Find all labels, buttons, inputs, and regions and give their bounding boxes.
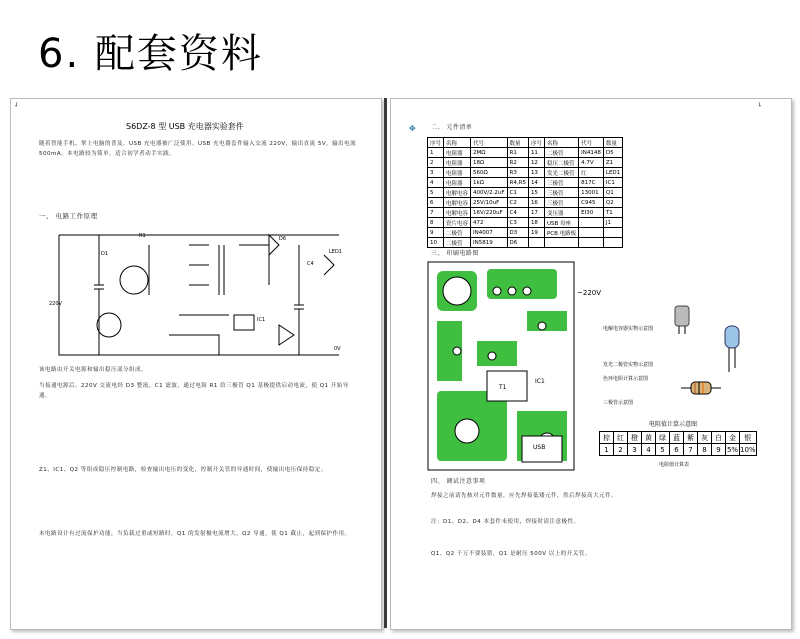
color-table-title: 电阻值计算示意图 bbox=[649, 421, 698, 428]
svg-text:D1: D1 bbox=[101, 251, 109, 257]
section-heading-notes: 四、 调试注意事项 bbox=[431, 478, 486, 485]
table-cell: 瓷片电容 bbox=[444, 218, 471, 228]
table-cell: 10 bbox=[428, 238, 444, 248]
table-cell: 11 bbox=[528, 148, 544, 158]
table-cell: 2 bbox=[428, 158, 444, 168]
resistor-illustration bbox=[681, 379, 721, 397]
table-cell bbox=[603, 238, 622, 248]
table-cell: 电解电容 bbox=[444, 208, 471, 218]
table-cell: 13001 bbox=[579, 188, 604, 198]
svg-text:0V: 0V bbox=[334, 346, 341, 352]
notes-paragraph-2: 注：D1、D2、D4 本套件未使用，焊接时请注意极性。 bbox=[431, 519, 580, 525]
svg-text:D6: D6 bbox=[279, 236, 287, 242]
pcb-layout-diagram bbox=[427, 261, 577, 473]
section-heading-parts: 二、 元件清单 bbox=[431, 124, 473, 131]
intro-paragraph: 随着智能手机、掌上电脑的普及，USB 充电器被广泛使用。USB 充电器套件输入交流 220V，输出直流 5V，输出电流 500mA。本电路较为简单，适合初学者动手实践。 bbox=[39, 141, 357, 157]
table-cell: 三极管 bbox=[544, 178, 578, 188]
table-cell: R4,R5 bbox=[507, 178, 528, 188]
table-cell: 17 bbox=[528, 208, 544, 218]
color-cell: 蓝 bbox=[670, 432, 684, 444]
color-cell: 棕 bbox=[600, 432, 614, 444]
table-cell: C1 bbox=[507, 188, 528, 198]
table-cell: 发光二极管 bbox=[544, 168, 578, 178]
table-cell: 9 bbox=[428, 228, 444, 238]
color-cell: 灰 bbox=[698, 432, 712, 444]
table-cell: D5 bbox=[603, 148, 622, 158]
table-cell: Z1 bbox=[603, 158, 622, 168]
color-cell: 4 bbox=[642, 444, 656, 456]
doc-title: S6DZ-8 型 USB 充电器实验套件 bbox=[126, 122, 244, 131]
table-cell: USB 母座 bbox=[544, 218, 578, 228]
table-cell: D6 bbox=[507, 238, 528, 248]
table-cell: 电阻器 bbox=[444, 148, 471, 158]
table-cell: 序号 bbox=[428, 138, 444, 148]
table-cell: Q1 bbox=[603, 188, 622, 198]
color-cell: 5 bbox=[656, 444, 670, 456]
table-row bbox=[428, 188, 623, 198]
page-divider bbox=[384, 98, 387, 628]
table-cell: 变压器 bbox=[544, 208, 578, 218]
table-cell: IN4007 bbox=[471, 228, 508, 238]
pcb-label-ic1: IC1 bbox=[535, 378, 545, 385]
table-cell bbox=[544, 238, 578, 248]
table-cell: IN4148 bbox=[579, 148, 604, 158]
table-cell bbox=[579, 238, 604, 248]
right-document-page: ✥ └ 二、 元件清单 序号 名称 代号 数量 序号 名称 代号 数量 1 电阻器 2MΩ R1 11 二极管 IN4148 D5 2 电阻器 18Ω R2 12 稳压二极管 4.7V Z1 3 电阻器 560Ω R3 13 发光二极管 红 LED1 4 电阻器 1kΩ R4,R5 14 三极管 817C IC1 5 电解电容 400V/2.2uF C1 15 三极管 13001 Q1 6 电解电容 25V/10uF C2 16 三极管 C945 Q2 7 电解电容 16V/220uF C4 17 变压器 EI30 T1 8 瓷片电容 472 C3 18 USB 母座 J1 9 二极管 IN4007 D3 19 PCB 电路板 10 二极管 IN5819 D6 三、 印刷电路图 T1 USB IC1 ~220V 电解电容器实物示意图 发光二极管实物示意图 色环电阻计算示意图 三极管示意图 电阻值计算示意图 棕 红 橙 黄 绿 蓝 紫 灰 白 金 银 1 2 3 4 5 6 7 8 9 5% 10% 电阻值计算表 四、 调试注意事项 焊接之前请先核对元件数量，应先焊接低矮元件，然后焊接高大元件。 注：D1、D2、D4 本套件未使用，焊接时请注意极性。 Q1、Q2 千万不要装错，Q1 是耐压 500V 以上的开关管。 bbox=[390, 98, 792, 630]
table-cell: C3 bbox=[507, 218, 528, 228]
table-cell: 472 bbox=[471, 218, 508, 228]
table-row bbox=[428, 168, 623, 178]
notes-paragraph-3: Q1、Q2 千万不要装错，Q1 是耐压 500V 以上的开关管。 bbox=[431, 551, 591, 557]
table-cell: 817C bbox=[579, 178, 604, 188]
notes-paragraph-1: 焊接之前请先核对元件数量，应先焊接低矮元件，然后焊接高大元件。 bbox=[431, 493, 618, 499]
led-caption: 发光二极管实物示意图 bbox=[603, 362, 654, 368]
table-cell: 名称 bbox=[544, 138, 578, 148]
color-cell: 绿 bbox=[656, 432, 670, 444]
table-cell: 电解电容 bbox=[444, 198, 471, 208]
table-cell: 二极管 bbox=[444, 228, 471, 238]
page-heading: 6. 配套资料 bbox=[38, 31, 263, 77]
table-cell bbox=[579, 218, 604, 228]
color-cell: 9 bbox=[712, 444, 726, 456]
table-cell: 8 bbox=[428, 218, 444, 228]
color-cell: 8 bbox=[698, 444, 712, 456]
table-cell bbox=[579, 228, 604, 238]
table-cell: J1 bbox=[603, 218, 622, 228]
table-cell: 12 bbox=[528, 158, 544, 168]
color-cell: 紫 bbox=[684, 432, 698, 444]
table-cell bbox=[528, 238, 544, 248]
table-cell: 电阻器 bbox=[444, 168, 471, 178]
table-cell: 4.7V bbox=[579, 158, 604, 168]
color-cell: 银 bbox=[740, 432, 757, 444]
table-cell: 电阻器 bbox=[444, 178, 471, 188]
svg-text:C4: C4 bbox=[307, 261, 314, 267]
section-heading-principle: 一、 电路工作原理 bbox=[39, 212, 98, 220]
table-cell: IN5819 bbox=[471, 238, 508, 248]
color-cell: 白 bbox=[712, 432, 726, 444]
table-cell: 1 bbox=[428, 148, 444, 158]
table-cell: 代号 bbox=[471, 138, 508, 148]
parts-list-table bbox=[427, 137, 623, 248]
color-cell: 3 bbox=[628, 444, 642, 456]
table-row bbox=[428, 158, 623, 168]
color-name-row bbox=[600, 432, 757, 444]
table-row bbox=[428, 148, 623, 158]
table-cell: R2 bbox=[507, 158, 528, 168]
table-cell: EI30 bbox=[579, 208, 604, 218]
table-cell: 三极管 bbox=[544, 198, 578, 208]
table-cell: 1kΩ bbox=[471, 178, 508, 188]
table-cell: 13 bbox=[528, 168, 544, 178]
table-cell: 稳压二极管 bbox=[544, 158, 578, 168]
capacitor-illustration bbox=[667, 304, 697, 334]
left-document-page: ┘ S6DZ-8 型 USB 充电器实验套件 随着智能手机、掌上电脑的普及，USB 充电器被广泛使用。USB 充电器套件输入交流 220V，输出直流 5V，输出电流 500mA。本电路较为简单，适合初学者动手实践。 一、 电路工作原理 D1 R1 D6 C4 LED1 IC1 220V 0V 该电路由开关电源和输出稳压部分组成。 当接通电源后，220V 交流电经 D3 整流，C1 滤波，通过电阻 R1 给三极管 Q1 基极提供启动电流，使 Q1 开始导通。 Z1、IC1、Q2 等组成稳压控制电路，检查输出电压的变化，控制开关管的导通时间，使输出电压保持稳定。 本电路设计有过流保护功能，当负载过重或短路时，Q1 的发射极电流增大，Q2 导通，使 Q1 截止，起到保护作用。 bbox=[10, 98, 382, 630]
table-cell: 16V/220uF bbox=[471, 208, 508, 218]
table-cell: 7 bbox=[428, 208, 444, 218]
color-cell: 5% bbox=[726, 445, 739, 454]
color-cell: 1 bbox=[600, 444, 614, 456]
capacitor-caption: 电解电容器实物示意图 bbox=[603, 326, 654, 332]
color-cell: 金 bbox=[726, 432, 740, 444]
resistor-color-table bbox=[599, 431, 757, 456]
table-cell: 电阻器 bbox=[444, 158, 471, 168]
svg-text:LED1: LED1 bbox=[329, 249, 342, 255]
table-cell: R3 bbox=[507, 168, 528, 178]
resistor-caption: 色环电阻计算示意图 bbox=[603, 376, 649, 382]
table-row bbox=[428, 228, 623, 238]
ac-input-label: ~220V bbox=[577, 289, 602, 297]
table-cell: 14 bbox=[528, 178, 544, 188]
table-cell: 名称 bbox=[444, 138, 471, 148]
table-cell: 数量 bbox=[507, 138, 528, 148]
section-heading-pcb: 三、 印刷电路图 bbox=[431, 250, 479, 257]
table-cell: 25V/10uF bbox=[471, 198, 508, 208]
principle-paragraph-1: 当接通电源后，220V 交流电经 D3 整流，C1 滤波，通过电阻 R1 给三极管 Q1 基极提供启动电流，使 Q1 开始导通。 bbox=[39, 383, 349, 399]
table-row bbox=[428, 198, 623, 208]
table-cell bbox=[603, 228, 622, 238]
color-cell: 2 bbox=[614, 444, 628, 456]
table-row bbox=[428, 178, 623, 188]
color-cell: 红 bbox=[614, 432, 628, 444]
table-cell: 5 bbox=[428, 188, 444, 198]
table-cell: R1 bbox=[507, 148, 528, 158]
pcb-label-usb: USB bbox=[533, 444, 546, 451]
table-header-row bbox=[428, 138, 623, 148]
table-row bbox=[428, 218, 623, 228]
circuit-caption: 该电路由开关电源和输出稳压部分组成。 bbox=[39, 367, 148, 373]
table-cell: 15 bbox=[528, 188, 544, 198]
table-cell: LED1 bbox=[603, 168, 622, 178]
table-cell: 2MΩ bbox=[471, 148, 508, 158]
table-cell: 16 bbox=[528, 198, 544, 208]
svg-text:IC1: IC1 bbox=[257, 317, 266, 323]
svg-text:R1: R1 bbox=[139, 233, 146, 239]
table-cell: 400V/2.2uF bbox=[471, 188, 508, 198]
table-cell: 6 bbox=[428, 198, 444, 208]
principle-paragraph-2: Z1、IC1、Q2 等组成稳压控制电路，检查输出电压的变化，控制开关管的导通时间，使输出电压保持稳定。 bbox=[39, 467, 327, 473]
color-cell: 10% bbox=[740, 445, 756, 454]
circuit-schematic bbox=[39, 225, 359, 363]
svg-text:220V: 220V bbox=[49, 301, 62, 307]
table-row bbox=[428, 238, 623, 248]
table-cell: 红 bbox=[579, 168, 604, 178]
table-cell: C945 bbox=[579, 198, 604, 208]
table-cell: 560Ω bbox=[471, 168, 508, 178]
color-cell: 黄 bbox=[642, 432, 656, 444]
table-cell: Q2 bbox=[603, 198, 622, 208]
table-cell: D3 bbox=[507, 228, 528, 238]
table-cell: 数量 bbox=[603, 138, 622, 148]
table-cell: 序号 bbox=[528, 138, 544, 148]
table-cell: 19 bbox=[528, 228, 544, 238]
table-cell: 二极管 bbox=[544, 148, 578, 158]
table-row bbox=[428, 208, 623, 218]
led-illustration bbox=[721, 324, 746, 374]
table-cell: 代号 bbox=[579, 138, 604, 148]
table-cell: 18 bbox=[528, 218, 544, 228]
table-cell: 4 bbox=[428, 178, 444, 188]
table-cell: T1 bbox=[603, 208, 622, 218]
table-cell: IC1 bbox=[603, 178, 622, 188]
color-cell: 橙 bbox=[628, 432, 642, 444]
color-value-row bbox=[600, 444, 757, 456]
table-cell: C4 bbox=[507, 208, 528, 218]
calc-caption: 电阻值计算表 bbox=[659, 462, 690, 468]
table-cell: 三极管 bbox=[544, 188, 578, 198]
color-cell: 7 bbox=[684, 444, 698, 456]
table-cell: 电解电容 bbox=[444, 188, 471, 198]
table-cell: 3 bbox=[428, 168, 444, 178]
table-cell: PCB 电路板 bbox=[544, 228, 578, 238]
principle-paragraph-3: 本电路设计有过流保护功能，当负载过重或短路时，Q1 的发射极电流增大，Q2 导通，使 Q1 截止，起到保护作用。 bbox=[39, 531, 351, 537]
table-cell: 18Ω bbox=[471, 158, 508, 168]
color-cell: 6 bbox=[670, 444, 684, 456]
pcb-label-t1: T1 bbox=[499, 384, 507, 391]
table-cell: C2 bbox=[507, 198, 528, 208]
table-cell: 二极管 bbox=[444, 238, 471, 248]
transistor-caption: 三极管示意图 bbox=[603, 400, 634, 406]
